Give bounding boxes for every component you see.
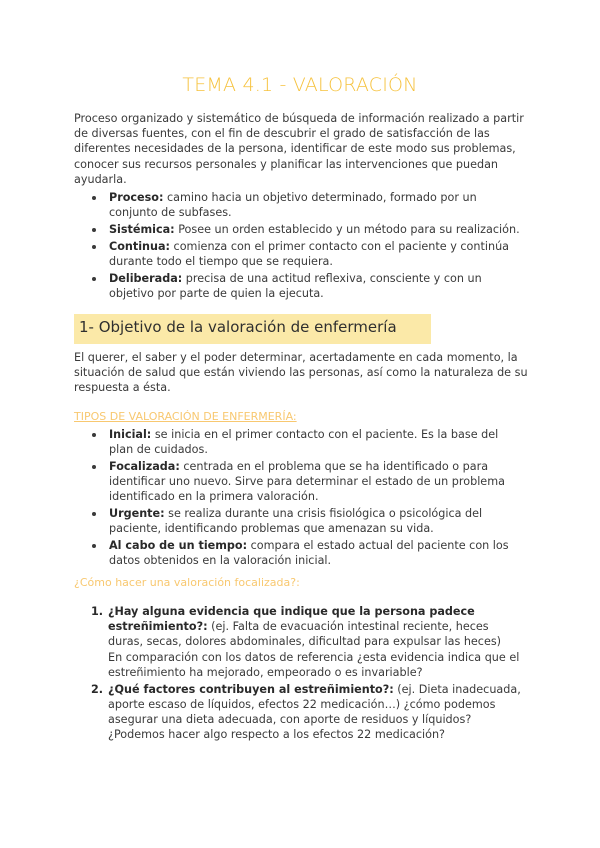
item-text: centrada en el problema que se ha identificado o para identificar uno nuevo. Sirve para determinar el estado de un problema identificado en la primera valoración.: [109, 459, 505, 504]
item-text: se realiza durante una crisis fisiológica o psicológica del paciente, identificando problemas que amenazan su vida.: [109, 507, 483, 536]
item-question: ¿Hay alguna evidencia que indique que la persona padece estreñimiento?:: [108, 605, 475, 634]
item-term: Focalizada:: [109, 459, 180, 473]
item-text: (ej. Falta de evacuación intestinal reciente, heces duras, secas, dolores abdominales, dificultad para expulsar las heces): [108, 620, 502, 649]
focused-heading: ¿Cómo hacer una valoración focalizada?:: [74, 576, 300, 589]
item-number: 1.: [91, 605, 104, 618]
list-item: [91, 506, 521, 536]
item-number: 2.: [91, 682, 104, 696]
item-question: ¿Qué factores contribuyen al estreñimiento?:: [108, 682, 394, 696]
page-title: TEMA 4.1 - VALORACIÓN: [182, 74, 418, 96]
item-continuation: En comparación con los datos de referencia ¿esta evidencia indica que el estreñimiento ha mejorado, empeorado o es invariable?: [108, 650, 520, 679]
item-term: Continua:: [109, 239, 170, 253]
characteristics-list: [91, 190, 521, 302]
item-term: Urgente:: [109, 507, 165, 521]
list-item: [91, 222, 521, 237]
item-text: comienza con el primer contacto con el paciente y continúa durante todo el tiempo que se requiera.: [109, 239, 510, 268]
intro-paragraph: Proceso organizado y sistemático de búsqueda de información realizado a partir de diversas fuentes, con el fin de descubrir el grado de satisfacción de las diferentes necesidades de la persona, identificar de este modo sus problemas, conocer sus recursos personales y planificar las intervenciones que puedan ayudarla.: [74, 112, 524, 186]
item-text: (ej. Dieta inadecuada, aporte escaso de líquidos, efectos 22 medicación…) ¿cómo podemos asegurar una dieta adecuada, con aporte de residuos y líquidos? ¿Podemos hacer algo respecto a los efectos 22 medicación?: [108, 682, 521, 742]
item-text: compara el estado actual del paciente con los datos obtenidos en la valoración inicial.: [109, 538, 509, 568]
item-text: se inicia en el primer contacto con el paciente. Es la base del plan de cuidados.: [109, 428, 499, 457]
types-list: [91, 427, 521, 570]
list-item: [91, 427, 521, 457]
item-term: Deliberada:: [109, 271, 183, 285]
list-item: [91, 271, 521, 301]
list-item: [91, 459, 521, 505]
item-term: Inicial:: [109, 428, 152, 441]
item-text: camino hacia un objetivo determinado, formado por un conjunto de subfases.: [109, 191, 477, 220]
list-item: [91, 604, 521, 680]
item-term: Proceso:: [109, 191, 164, 204]
list-item: [91, 538, 521, 568]
types-heading: TIPOS DE VALORACIÓN DE ENFERMERÍA:: [74, 410, 297, 423]
list-item: [91, 190, 521, 220]
section-heading: 1- Objetivo de la valoración de enfermería: [79, 318, 397, 336]
item-text: Posee un orden establecido y un método para su realización.: [174, 222, 520, 236]
item-term: Al cabo de un tiempo:: [109, 538, 248, 552]
list-item: [91, 239, 521, 269]
questions-list: [91, 604, 521, 744]
section-paragraph: El querer, el saber y el poder determinar, acertadamente en cada momento, la situación de salud que están viviendo las personas, así como la naturaleza de su respuesta a ésta.: [74, 351, 528, 395]
list-item: [91, 682, 521, 743]
item-text: precisa de una actitud reflexiva, consciente y con un objetivo por parte de quien la ejecuta.: [109, 271, 482, 300]
item-term: Sistémica:: [109, 222, 175, 236]
